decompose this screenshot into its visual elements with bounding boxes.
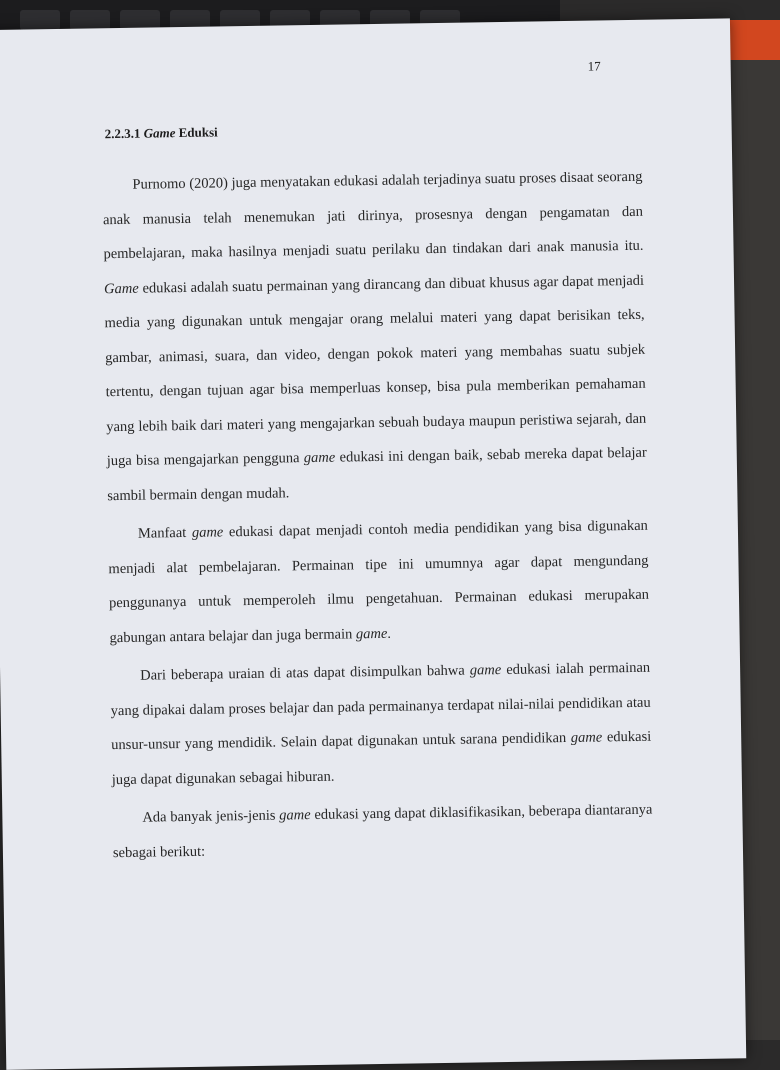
italic-term: game (355, 625, 388, 642)
text-run: Ada banyak jenis-jenis (142, 807, 280, 826)
page-number: 17 (587, 58, 601, 74)
text-run: Manfaat (137, 524, 193, 542)
text-run: Dari beberapa uraian di atas dapat disimpulkan bahwa (140, 662, 470, 684)
text-run: edukasi yang dapat diklasifikasikan, beberapa diantaranya sebagai berikut: (112, 801, 653, 861)
text-run: edukasi adalah suatu permainan yang dirancang dan dibuat khusus agar dapat menjadi media yang digunakan untuk mengajar orang melalui materi yang dapat berisikan teks, gambar, animasi, suara, dan video, dengan pokok materi yang membahas suatu subjek tertentu, dengan tujuan agar bisa memperluas konsep, bisa pula memberikan pemahaman yang lebih baik dari materi yang mengajarkan sebuah budaya maupun peristiwa sejarah, dan juga bisa mengajarkan pengguna (104, 272, 647, 470)
text-run: . (387, 625, 392, 642)
italic-term: game (279, 807, 311, 824)
section-number: 2.2.3.1 (104, 125, 141, 142)
italic-term: game (303, 449, 336, 467)
body-text (102, 160, 653, 874)
paragraph (108, 509, 650, 655)
text-run: edukasi ini dengan baik, sebab mereka dapat belajar sambil bermain dengan mudah. (107, 444, 647, 504)
paragraph (110, 651, 652, 797)
italic-term: Game (103, 280, 139, 297)
paragraph (102, 160, 647, 513)
section-title-rest: Eduksi (178, 124, 218, 141)
paragraph (112, 793, 653, 870)
italic-term: game (469, 662, 502, 679)
document-page (0, 18, 746, 1069)
section-title-italic: Game (143, 125, 176, 141)
section-heading (105, 124, 218, 142)
keyboard-key (20, 10, 60, 30)
text-run: edukasi dapat menjadi contoh media pendidikan yang bisa digunakan menjadi alat pembelajaran. Permainan tipe ini umumnya agar dapat mengundang penggunanya untuk memperoleh ilmu pengetahuan. Permainan edukasi merupakan gabungan antara belajar dan juga bermain (108, 517, 650, 646)
keyboard-key (70, 10, 110, 30)
italic-term: game (570, 729, 603, 746)
text-run: Purnomo (2020) juga menyatakan edukasi adalah terjadinya suatu proses disaat seorang anak manusia telah menemukan jati dirinya, prosesnya dengan pengamatan dan pembelajaran, maka hasilnya menjadi suatu perilaku dan tindakan dari anak manusia itu. (102, 168, 644, 263)
text-run: edukasi ialah permainan yang dipakai dalam proses belajar dan pada permainanya terdapat nilai-nilai pendidikan atau unsur-unsur yang mendidik. Selain dapat digunakan untuk sarana pendidikan (110, 659, 651, 754)
italic-term: game (191, 524, 224, 541)
text-run: edukasi juga dapat digunakan sebagai hiburan. (111, 728, 652, 788)
